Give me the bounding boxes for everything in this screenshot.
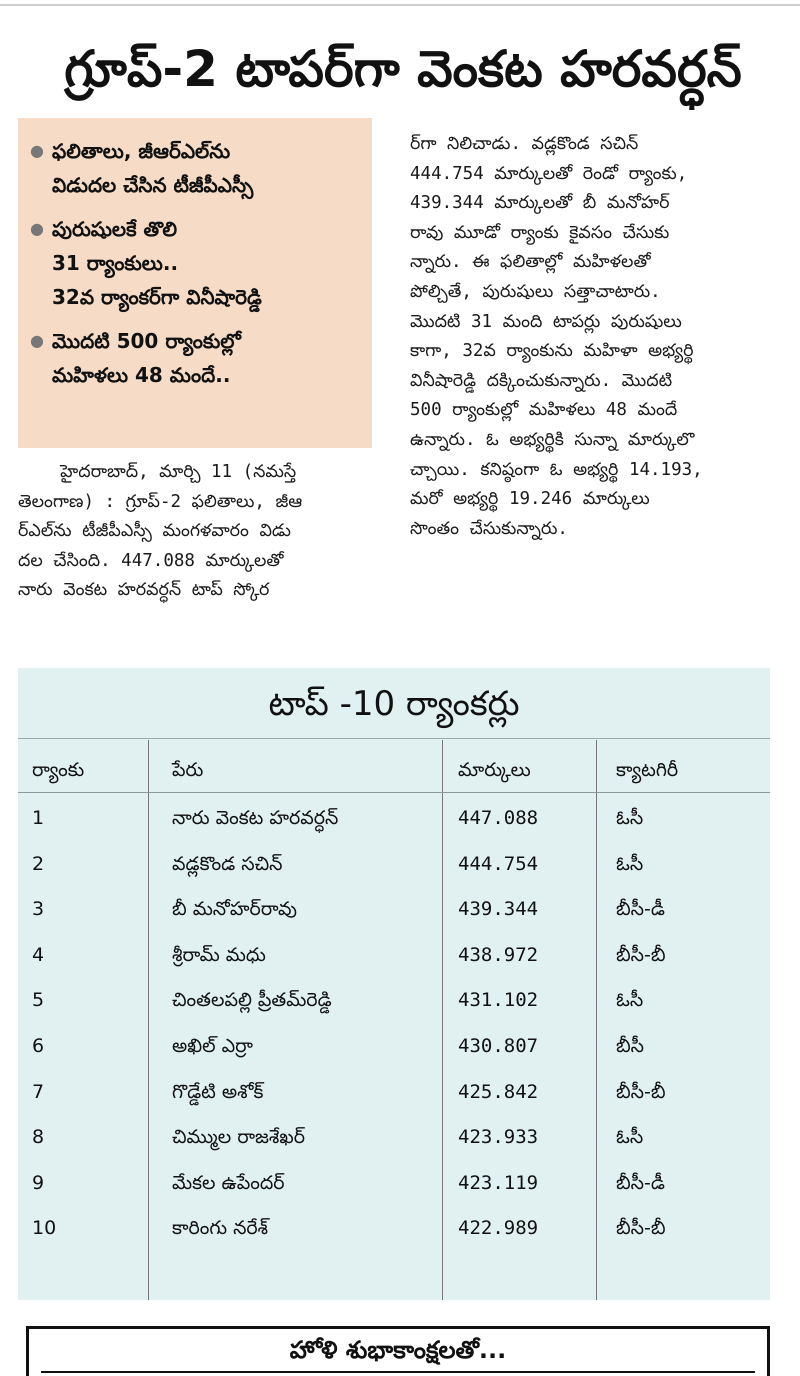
cell-name: నారు వెంకట హరవర్ధన్‌ <box>172 807 339 829</box>
body-line: 500 ర్యాంకుల్లో మహిళలు 48 మందే <box>410 400 678 421</box>
body-line: వినీషారెడ్డి దక్కించుకున్నారు. మొదటి <box>410 370 673 391</box>
header-divider <box>18 792 770 793</box>
top-10-rankers-table <box>18 668 770 1300</box>
body-line: ర్‌ఎల్‌ను టీజీపీఎస్సీ మంగళవారం విడు <box>18 521 291 542</box>
cell-rank: 5 <box>32 989 45 1012</box>
cell-marks: 422.989 <box>458 1217 539 1240</box>
top-rule <box>0 4 800 6</box>
cell-marks: 438.972 <box>458 943 539 966</box>
highlight-item <box>30 212 362 314</box>
cell-marks: 439.344 <box>458 898 539 921</box>
table-title: టాప్‌ -10 ర్యాంకర్లు <box>268 684 520 724</box>
header-name: పేరు <box>172 759 204 781</box>
cell-rank: 7 <box>32 1080 45 1103</box>
cell-name: బీ మనోహర్‌రావు <box>172 898 297 921</box>
highlight-line: విడుదల చేసిన టీజీపీఎస్సీ <box>52 173 254 197</box>
cell-rank: 6 <box>32 1035 45 1057</box>
cell-category: ఓసీ <box>616 989 644 1012</box>
cell-category: బీసీ-బీ <box>616 1080 666 1103</box>
body-line: దల చేసింది. 447.088 మార్కులతో <box>18 550 284 571</box>
cell-marks: 431.102 <box>458 989 539 1012</box>
cell-category: బీసీ-డీ <box>616 1171 665 1194</box>
highlight-line: మొదటి 500 ర్యాంకుల్లో <box>52 329 241 353</box>
divider <box>18 738 770 739</box>
greeting-box <box>26 1326 770 1376</box>
highlight-line: ఫలితాలు, జీఆర్‌ఎల్‌ను <box>52 139 231 163</box>
body-line: సొంతం చేసుకున్నారు. <box>410 518 568 539</box>
body-line: పోల్చితే, పురుషులు సత్తాచాటారు. <box>410 281 661 302</box>
cell-rank: 3 <box>32 898 45 921</box>
column-divider <box>596 740 597 1300</box>
cell-name: చిమ్ముల రాజశేఖర్‌ <box>172 1126 305 1149</box>
cell-category: ఓసీ <box>616 807 644 829</box>
bullet-icon: ● <box>30 331 44 350</box>
cell-name: గొడ్డేటి అశోక్‌ <box>172 1080 264 1103</box>
highlight-item <box>30 134 362 202</box>
header-marks: మార్కులు <box>458 759 531 781</box>
cell-marks: 444.754 <box>458 852 539 875</box>
highlight-line: 31 ర్యాంకులు.. <box>52 251 179 275</box>
cell-category: బీసీ-బీ <box>616 1217 666 1240</box>
header-category: క్యాటగిరీ <box>616 759 679 781</box>
article-body-right <box>410 130 788 544</box>
article-body-left <box>18 458 374 606</box>
bullet-icon: ● <box>30 219 44 238</box>
header-rank: ర్యాంకు <box>32 759 85 781</box>
highlights-box <box>18 118 372 448</box>
cell-rank: 9 <box>32 1171 45 1194</box>
body-line: మరో అభ్యర్థి 19.246 మార్కులు <box>410 489 650 510</box>
highlight-line: 32వ ర్యాంకర్‌గా వినీషారెడ్డి <box>52 285 262 309</box>
column-divider <box>442 740 443 1300</box>
body-line: న్నారు. ఈ ఫలితాల్లో మహిళలతో <box>410 252 651 273</box>
cell-rank: 1 <box>32 807 45 829</box>
greeting-text: హోళి శుభాకాంక్షలతో... <box>289 1336 507 1364</box>
cell-marks: 423.933 <box>458 1126 539 1149</box>
body-line: ఉన్నారు. ఓ అభ్యర్థికి సున్నా మార్కులొ <box>410 429 695 450</box>
cell-name: అఖిల్‌ ఎర్రా <box>172 1035 253 1057</box>
body-line: 439.344 మార్కులతో బీ మనోహర్‌ <box>410 193 670 214</box>
body-line: చ్చాయి. కనిష్ఠంగా ఓ అభ్యర్థి 14.193, <box>410 459 703 480</box>
cell-marks: 425.842 <box>458 1080 539 1103</box>
body-line: మొదటి 31 మంది టాపర్లు పురుషులు <box>410 311 682 332</box>
cell-name: వడ్లకొండ సచిన్‌ <box>172 852 283 875</box>
body-line: రావు మూడో ర్యాంకు కైవసం చేసుకు <box>410 222 670 243</box>
body-line: తెలంగాణ) : గ్రూప్‌-2 ఫలితాలు, జీఆ <box>18 491 303 512</box>
cell-category: ఓసీ <box>616 1126 644 1149</box>
cell-name: చింతలపల్లి ప్రీతమ్‌రెడ్డి <box>172 989 332 1012</box>
body-line: హైదరాబాద్‌, మార్చి 11 (నమస్తే <box>18 462 297 482</box>
body-line: 444.754 మార్కులతో రెండో ర్యాంకు, <box>410 163 688 184</box>
highlight-line: మహిళలు 48 మందే.. <box>52 363 231 387</box>
cell-category: బీసీ <box>616 1035 644 1057</box>
cell-marks: 447.088 <box>458 807 539 829</box>
bullet-icon: ● <box>30 141 44 160</box>
body-line: ర్‌గా నిలిచాడు. వడ్లకొండ సచిన్‌ <box>410 134 639 154</box>
cell-category: ఓసీ <box>616 852 644 875</box>
cell-rank: 10 <box>32 1217 57 1240</box>
cell-marks: 423.119 <box>458 1171 539 1194</box>
cell-rank: 2 <box>32 852 45 875</box>
cell-marks: 430.807 <box>458 1035 539 1057</box>
cell-name: కారింగు నరేశ్‌ <box>172 1217 269 1240</box>
cell-name: శ్రీరామ్‌ మధు <box>172 943 266 966</box>
cell-rank: 4 <box>32 943 45 966</box>
column-divider <box>148 740 149 1300</box>
headline: గ్రూప్‌-2 టాపర్‌గా వెంకట హరవర్ధన్‌ <box>64 40 742 98</box>
divider <box>41 1371 755 1373</box>
highlight-line: పురుషులకే తొలి <box>52 217 177 241</box>
cell-rank: 8 <box>32 1126 45 1149</box>
body-line: నారు వెంకట హరవర్ధన్‌ టాప్‌ స్కోర <box>18 580 270 601</box>
highlight-item <box>30 324 362 392</box>
cell-name: మేకల ఉపేందర్‌ <box>172 1171 285 1194</box>
body-line: కాగా, 32వ ర్యాంకును మహిళా అభ్యర్థి <box>410 341 694 362</box>
cell-category: బీసీ-బీ <box>616 943 666 966</box>
cell-category: బీసీ-డీ <box>616 898 665 921</box>
